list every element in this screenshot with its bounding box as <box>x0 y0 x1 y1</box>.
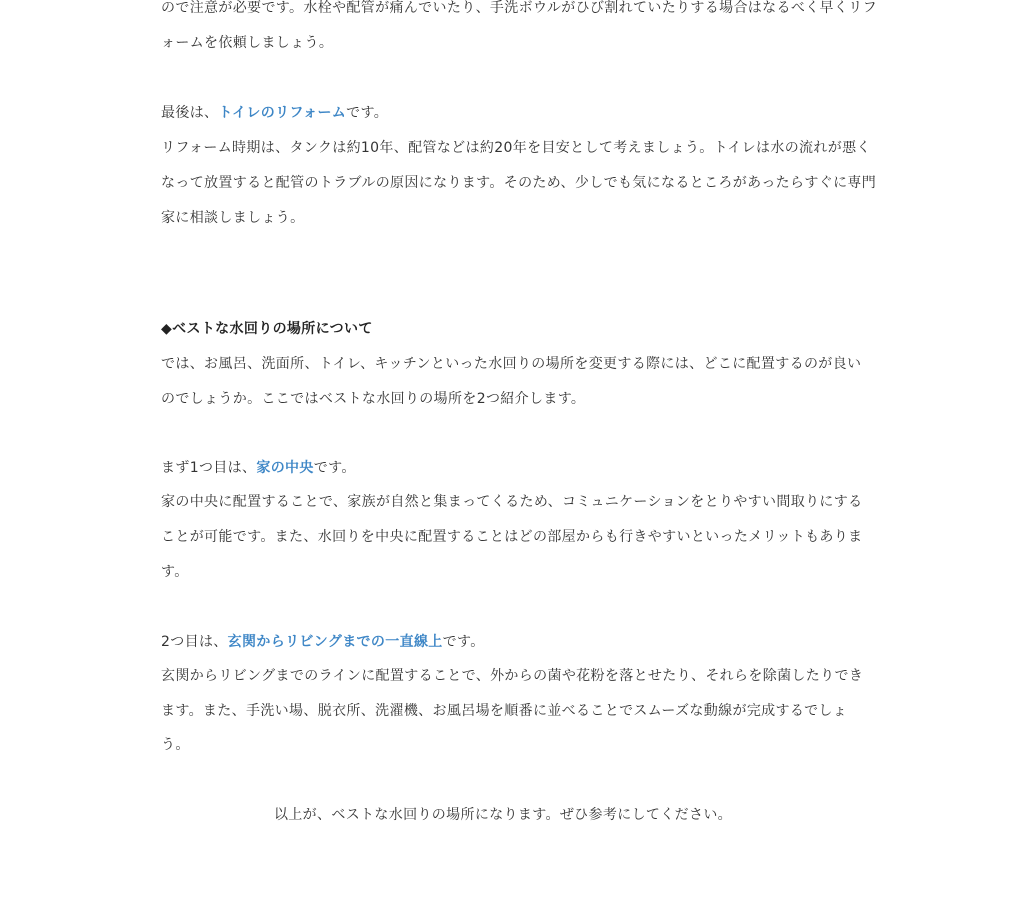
paragraph-line: リフォーム時期は、タンクは約10年、配管などは約20年を目安として考えましょう。トイレは水の流れが悪く <box>161 140 871 156</box>
paragraph-line: す。 <box>161 564 189 580</box>
paragraph-line: のでしょうか。ここではベストな水回りの場所を2つ紹介します。 <box>161 391 586 407</box>
toilet-lead <box>161 103 845 123</box>
lead-prefix: まず1つ目は、 <box>161 460 257 476</box>
paragraph-line: う。 <box>161 737 190 753</box>
paragraph-line: 玄関からリビングまでのラインに配置することで、外からの菌や花粉を落とせたり、それらを除菌したりでき <box>161 668 864 684</box>
paragraph-line: では、お風呂、洗面所、トイレ、キッチンといった水回りの場所を変更する際には、どこに配置するのが良い <box>161 356 862 372</box>
lead-suffix: です。 <box>346 105 389 121</box>
toilet-reform-link[interactable]: トイレのリフォーム <box>218 105 347 121</box>
center-house-lead <box>161 458 845 478</box>
lead-suffix: です。 <box>313 460 356 476</box>
paragraph-line: ことが可能です。また、水回りを中央に配置することはどの部屋からも行きやすいといったメリットもありま <box>161 529 863 545</box>
section-heading: ◆ベストな水回りの場所について <box>161 321 373 337</box>
entrance-to-living-link[interactable]: 玄関からリビングまでの一直線上 <box>227 634 443 650</box>
lead-prefix: 2つ目は、 <box>161 634 228 650</box>
paragraph-line: 家の中央に配置することで、家族が自然と集まってくるため、コミュニケーションをとりやすい間取りにする <box>161 494 863 510</box>
closing-line: 以上が、ベストな水回りの場所になります。ぜひ参考にしてください。 <box>273 807 733 823</box>
house-center-link[interactable]: 家の中央 <box>256 460 314 476</box>
entrance-line-lead <box>161 632 845 652</box>
paragraph-line: ます。また、手洗い場、脱衣所、洗濯機、お風呂場を順番に並べることでスムーズな動線が完成するでしょ <box>161 703 848 719</box>
lead-suffix: です。 <box>442 634 485 650</box>
paragraph-line: 家に相談しましょう。 <box>161 210 305 226</box>
paragraph-line: ォームを依頼しましょう。 <box>161 35 334 51</box>
paragraph-line: ので注意が必要です。水栓や配管が痛んでいたり、手洗ボウルがひび割れていたりする場合はなるべく早くリフ <box>161 0 877 16</box>
lead-prefix: 最後は、 <box>161 105 219 121</box>
paragraph-line: なって放置すると配管のトラブルの原因になります。そのため、少しでも気になるところがあったらすぐに専門 <box>161 175 877 191</box>
